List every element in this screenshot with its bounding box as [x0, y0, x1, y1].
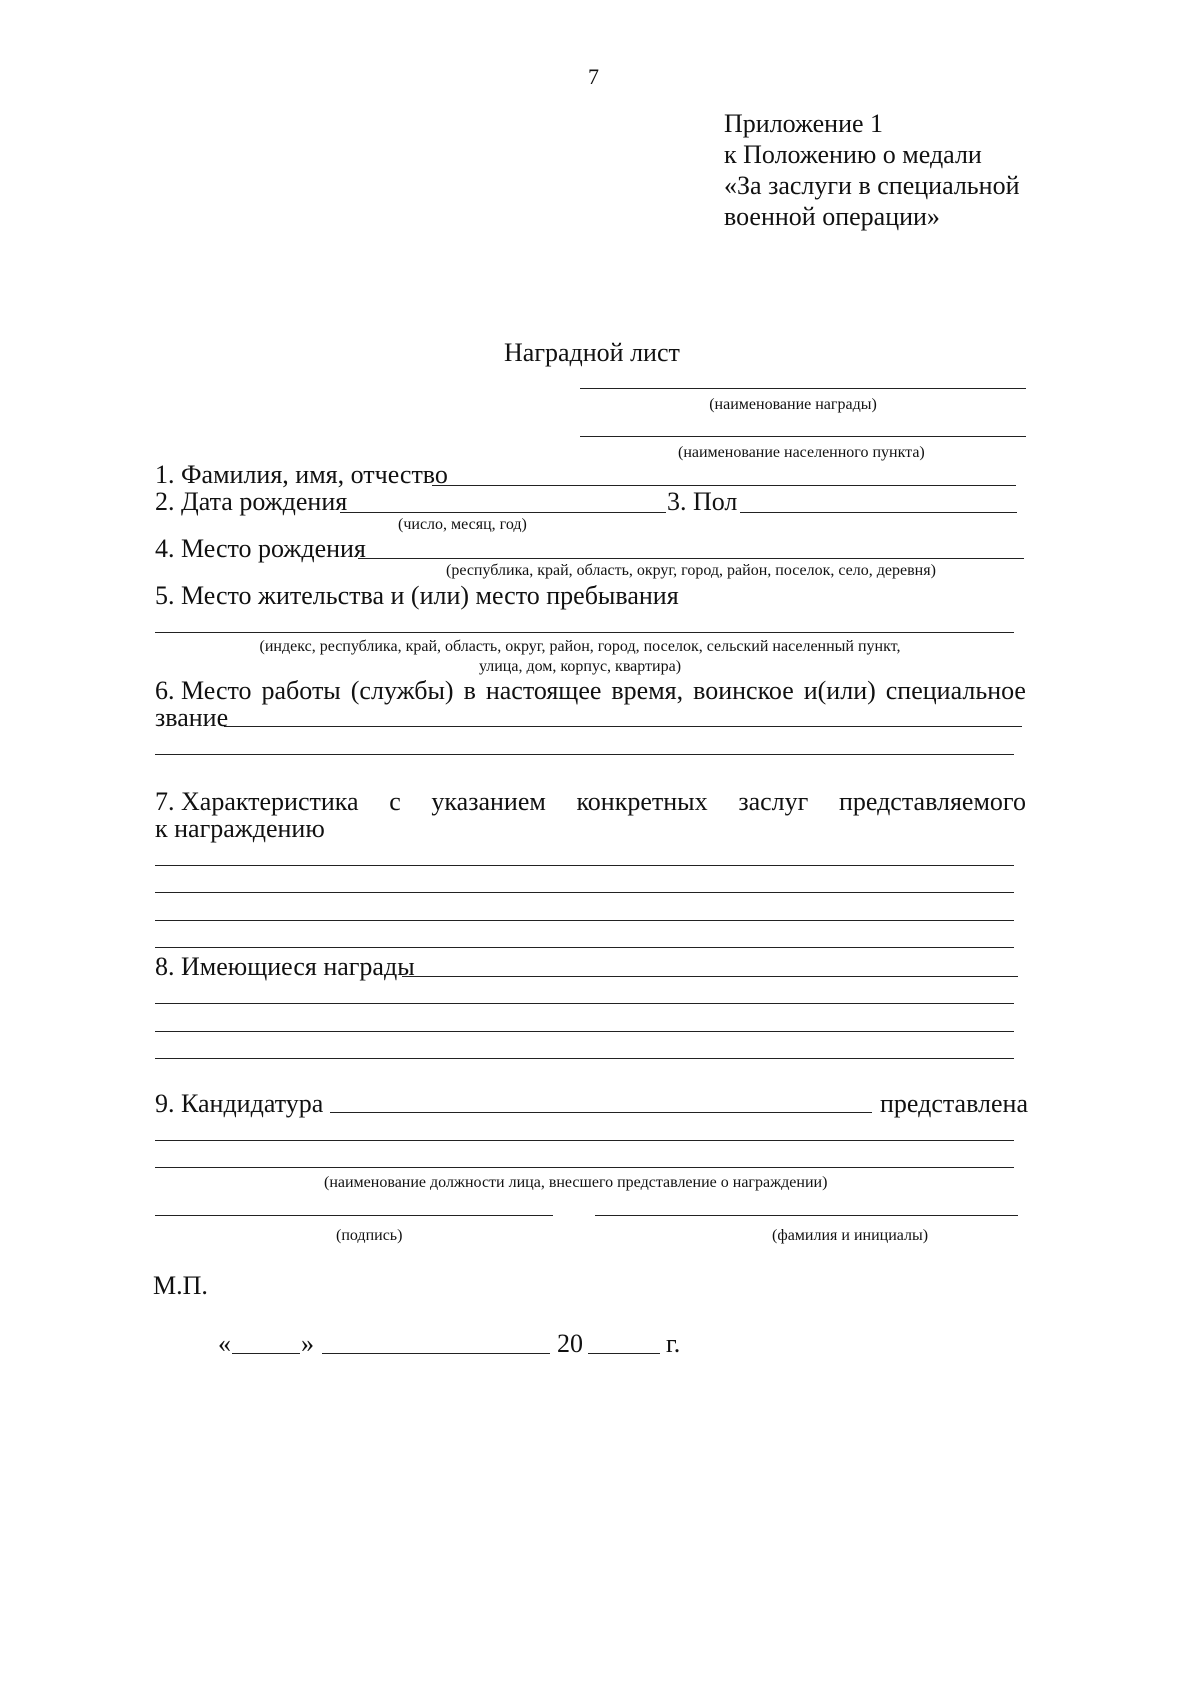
- field-7-tail: к награждению: [155, 814, 325, 843]
- field-2-label: 2. Дата рождения: [155, 487, 348, 516]
- characteristic-field-2[interactable]: [155, 892, 1014, 893]
- appendix-line-4: военной операции»: [724, 202, 940, 231]
- year-suffix: г.: [666, 1329, 681, 1358]
- month-field[interactable]: [322, 1353, 550, 1354]
- signature-caption: (подпись): [336, 1227, 403, 1244]
- characteristic-field-3[interactable]: [155, 920, 1014, 921]
- field-6-tail: звание: [155, 703, 229, 732]
- field-7-word: заслуг: [738, 787, 809, 816]
- field-4-label: 4. Место рождения: [155, 534, 366, 563]
- field-3-label: 3. Пол: [667, 487, 738, 516]
- residence-caption: [115, 637, 1045, 677]
- field-1-label: 1. Фамилия, имя, отчество: [155, 460, 448, 489]
- workplace-field[interactable]: [224, 726, 1022, 727]
- birth-place-caption: (республика, край, область, округ, город, район, поселок, село, деревня): [446, 562, 936, 579]
- page-number: 7: [588, 64, 599, 89]
- awards-field-4[interactable]: [155, 1058, 1014, 1059]
- year-prefix: 20: [557, 1329, 583, 1358]
- field-9-end: представлена: [880, 1089, 1029, 1118]
- awards-field-3[interactable]: [155, 1031, 1014, 1032]
- candidate-field[interactable]: [330, 1112, 872, 1113]
- field-7-word: указанием: [431, 787, 546, 816]
- field-6-word: работы: [261, 676, 341, 705]
- position-field-2[interactable]: [155, 1167, 1014, 1168]
- birth-place-field[interactable]: [358, 558, 1024, 559]
- field-6-label: [155, 676, 1026, 706]
- awards-field-2[interactable]: [155, 1003, 1014, 1004]
- residence-field[interactable]: [155, 632, 1014, 633]
- date-open-quote: «: [218, 1329, 231, 1358]
- field-6-word: в: [463, 676, 476, 705]
- field-6-word: 6. Место: [155, 676, 252, 705]
- stamp-label: М.П.: [153, 1271, 208, 1300]
- field-5-label: 5. Место жительства и (или) место пребывания: [155, 581, 679, 610]
- field-7-word: 7. Характеристика: [155, 787, 359, 816]
- document-title: Наградной лист: [504, 338, 680, 367]
- birth-date-field[interactable]: [340, 512, 666, 513]
- field-6-word: (службы): [350, 676, 454, 705]
- appendix-line-3: «За заслуги в специальной: [724, 171, 1020, 200]
- characteristic-field-1[interactable]: [155, 865, 1014, 866]
- field-7-label: [155, 787, 1026, 817]
- field-6-word: время,: [611, 676, 684, 705]
- year-field[interactable]: [588, 1353, 660, 1354]
- residence-caption-line-2: улица, дом, корпус, квартира): [478, 658, 682, 675]
- characteristic-field-4[interactable]: [155, 947, 1014, 948]
- birth-date-caption: (число, месяц, год): [398, 516, 527, 533]
- day-field[interactable]: [232, 1353, 300, 1354]
- settlement-field[interactable]: [580, 436, 1026, 437]
- sex-field[interactable]: [740, 512, 1017, 513]
- date-close-quote: »: [301, 1329, 314, 1358]
- field-7-word: с: [389, 787, 401, 816]
- full-name-field[interactable]: [432, 485, 1016, 486]
- workplace-field-2[interactable]: [155, 754, 1014, 755]
- appendix-line-1: Приложение 1: [724, 109, 884, 138]
- signature-field[interactable]: [155, 1215, 553, 1216]
- full-name-caption: (фамилия и инициалы): [772, 1227, 929, 1244]
- appendix-block: [724, 108, 1020, 232]
- full-name-signature-field[interactable]: [595, 1215, 1018, 1216]
- field-6-word: и(или): [803, 676, 876, 705]
- appendix-line-2: к Положению о медали: [724, 140, 982, 169]
- field-9-label: 9. Кандидатура: [155, 1089, 324, 1118]
- field-8-label: 8. Имеющиеся награды: [155, 952, 415, 981]
- awards-field-1[interactable]: [402, 976, 1018, 977]
- field-6-word: воинское: [693, 676, 794, 705]
- award-name-field[interactable]: [580, 388, 1026, 389]
- settlement-caption: (наименование населенного пункта): [678, 444, 925, 461]
- field-6-word: настоящее: [485, 676, 602, 705]
- position-field-1[interactable]: [155, 1140, 1014, 1141]
- award-name-caption: (наименование награды): [709, 396, 877, 413]
- field-7-word: конкретных: [576, 787, 708, 816]
- position-caption: (наименование должности лица, внесшего представление о награждении): [324, 1174, 828, 1191]
- residence-caption-line-1: (индекс, республика, край, область, округ, район, город, поселок, сельский населенный пункт,: [259, 638, 901, 655]
- field-6-word: специальное: [885, 676, 1026, 705]
- field-7-word: представляемого: [838, 787, 1026, 816]
